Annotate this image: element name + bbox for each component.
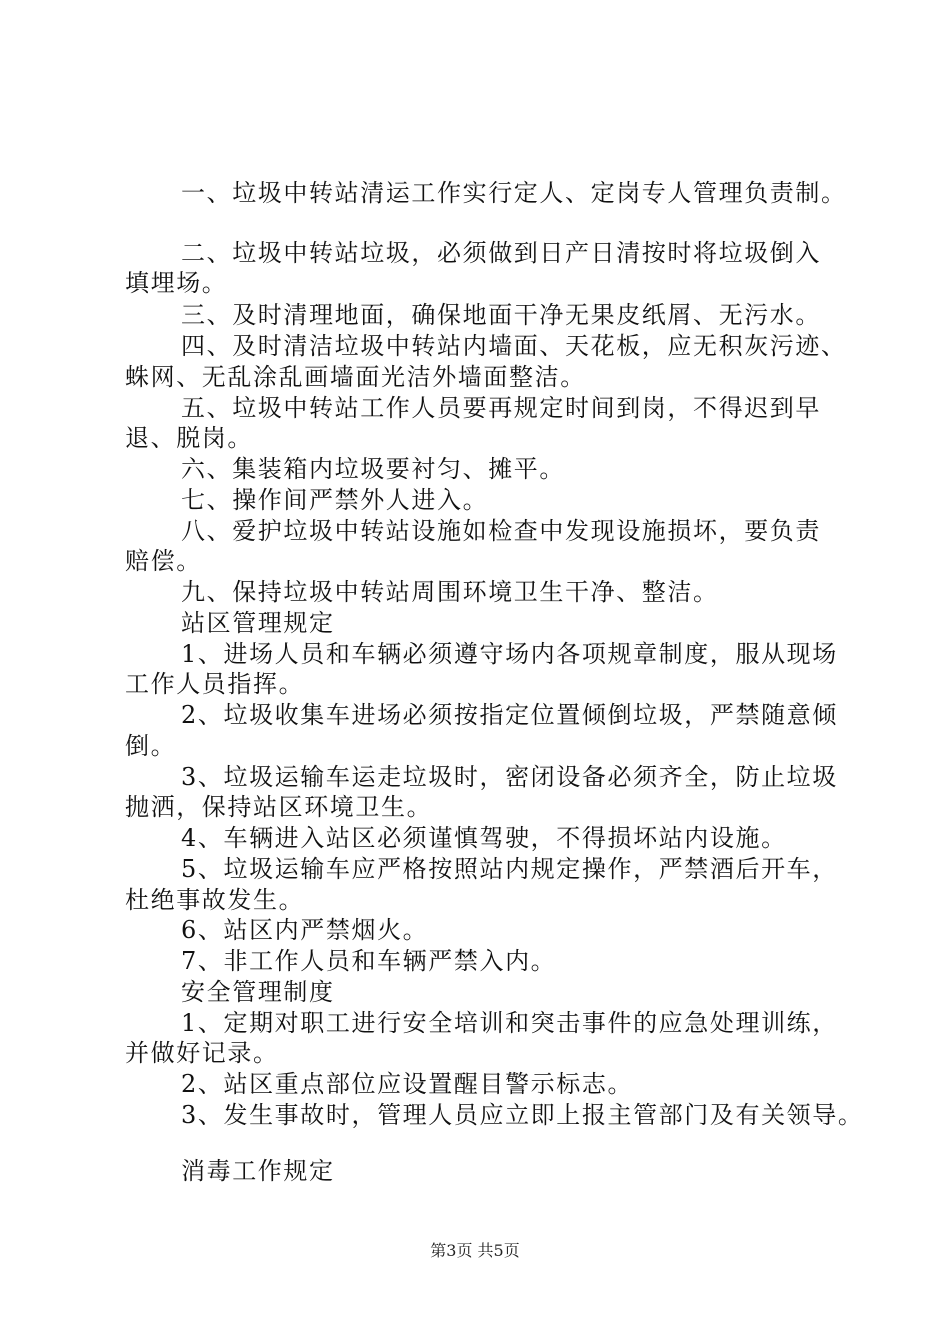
text-line: 3、垃圾运输车运走垃圾时，密闭设备必须齐全，防止垃圾	[181, 763, 838, 791]
text-line: 填埋场。	[125, 269, 228, 297]
text-line: 2、站区重点部位应设置醒目警示标志。	[181, 1070, 634, 1098]
text-line: 八、爱护垃圾中转站设施如检查中发现设施损坏，要负责	[181, 517, 821, 545]
text-line: 四、及时清洁垃圾中转站内墙面、天花板，应无积灰污迹、	[181, 332, 847, 360]
text-line: 抛洒，保持站区环境卫生。	[125, 793, 433, 821]
page-footer: 第3页 共5页	[430, 1241, 520, 1260]
section-heading: 站区管理规定	[181, 609, 335, 637]
text-line: 3、发生事故时，管理人员应立即上报主管部门及有关领导。	[181, 1101, 864, 1129]
text-line: 倒。	[125, 732, 177, 760]
text-line: 五、垃圾中转站工作人员要再规定时间到岗，不得迟到早	[181, 394, 821, 422]
text-line: 七、操作间严禁外人进入。	[181, 486, 489, 514]
text-line: 蛛网、无乱涂乱画墙面光洁外墙面整洁。	[125, 363, 586, 391]
text-line: 杜绝事故发生。	[125, 886, 305, 914]
text-line: 2、垃圾收集车进场必须按指定位置倾倒垃圾，严禁随意倾	[181, 701, 838, 729]
text-line: 九、保持垃圾中转站周围环境卫生干净、整洁。	[181, 578, 719, 606]
text-line: 退、脱岗。	[125, 424, 253, 452]
text-line: 一、垃圾中转站清运工作实行定人、定岗专人管理负责制。	[181, 179, 847, 207]
text-line: 工作人员指挥。	[125, 670, 305, 698]
text-line: 6、站区内严禁烟火。	[181, 916, 429, 944]
text-line: 5、垃圾运输车应严格按照站内规定操作，严禁酒后开车，	[181, 855, 838, 883]
text-line: 4、车辆进入站区必须谨慎驾驶，不得损坏站内设施。	[181, 824, 787, 852]
text-line: 7、非工作人员和车辆严禁入内。	[181, 947, 557, 975]
section-heading: 安全管理制度	[181, 978, 335, 1006]
text-line: 1、进场人员和车辆必须遵守场内各项规章制度，服从现场	[181, 640, 838, 668]
text-line: 并做好记录。	[125, 1039, 279, 1067]
text-line: 赔偿。	[125, 547, 202, 575]
text-line: 六、集装箱内垃圾要衬匀、摊平。	[181, 455, 565, 483]
text-line: 二、垃圾中转站垃圾，必须做到日产日清按时将垃圾倒入	[181, 239, 821, 267]
text-line: 三、及时清理地面，确保地面干净无果皮纸屑、无污水。	[181, 301, 821, 329]
text-line: 1、定期对职工进行安全培训和突击事件的应急处理训练，	[181, 1009, 838, 1037]
section-heading: 消毒工作规定	[181, 1157, 335, 1185]
